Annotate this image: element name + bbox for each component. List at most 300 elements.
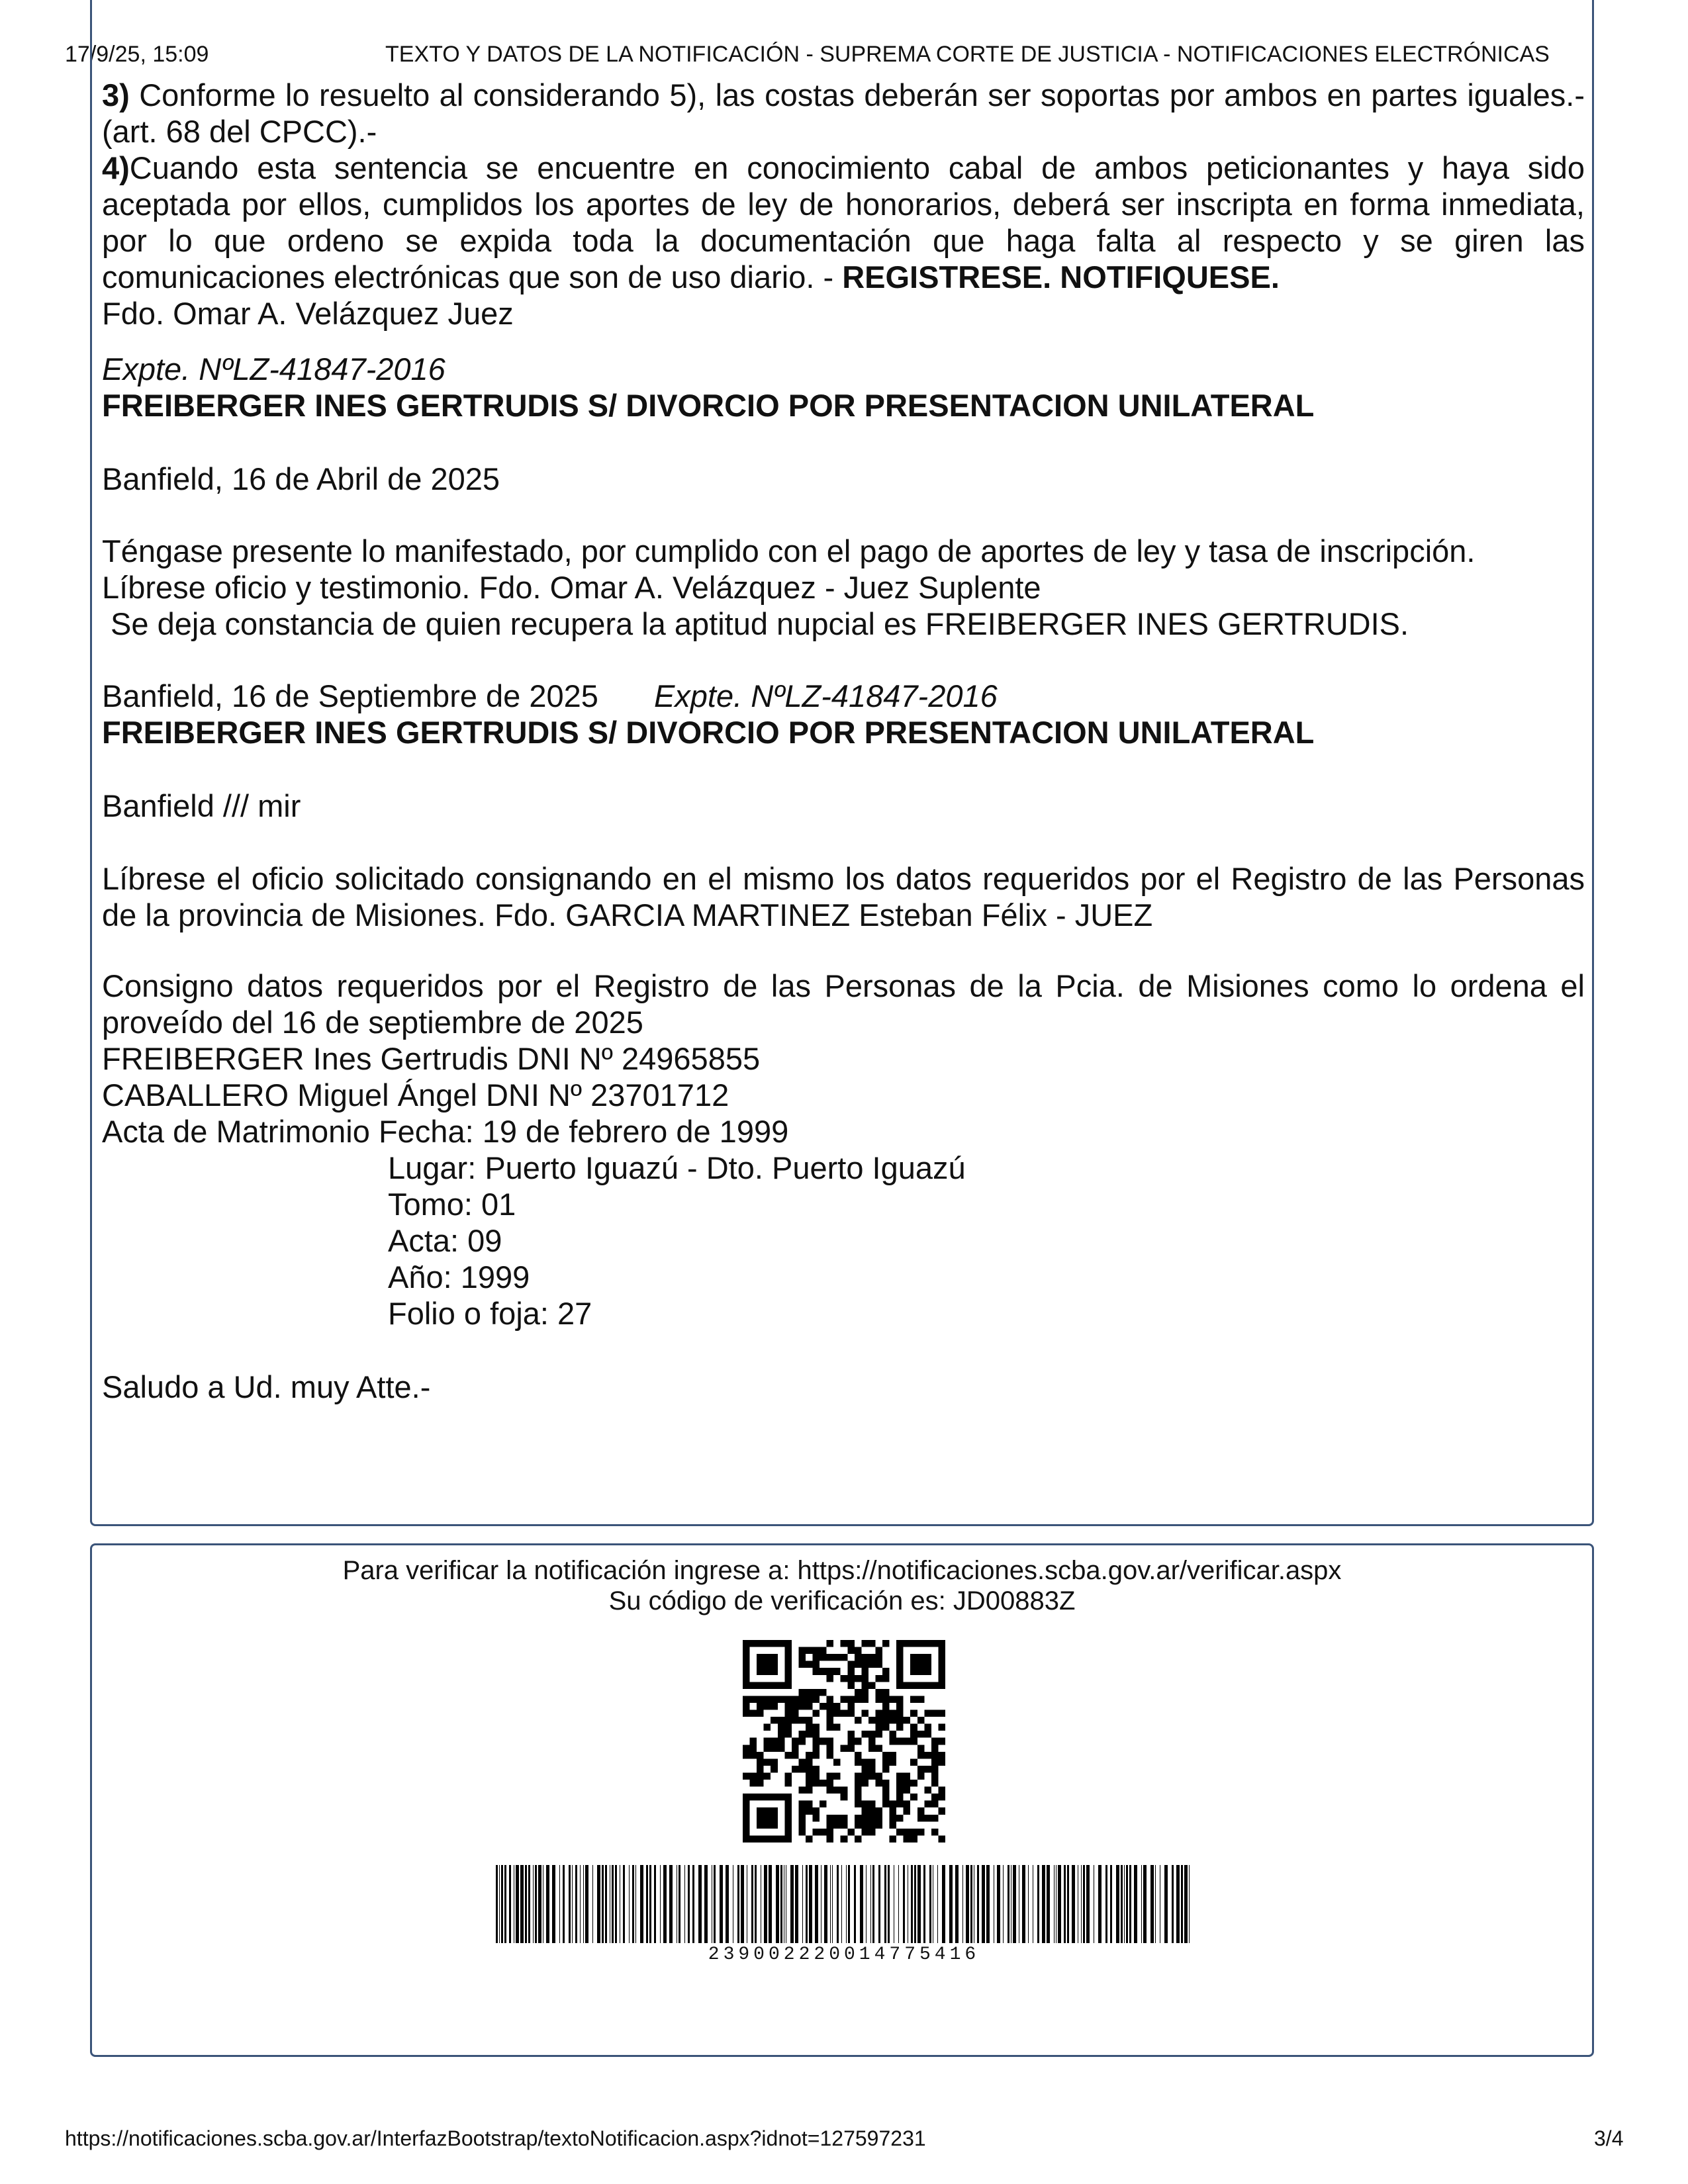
verification-text: [90, 1555, 1594, 1616]
qr-module: [917, 1682, 925, 1689]
qr-module: [827, 1772, 834, 1780]
qr-module: [924, 1787, 931, 1794]
qr-module: [750, 1682, 757, 1689]
barcode-bar: [559, 1865, 560, 1943]
qr-module: [904, 1772, 911, 1780]
qr-module: [750, 1745, 757, 1752]
qr-module: [855, 1794, 862, 1801]
qr-module: [910, 1758, 917, 1766]
qr-module: [750, 1835, 757, 1843]
barcode-bar: [832, 1865, 833, 1943]
barcode-bar: [1013, 1865, 1016, 1943]
barcode-bar: [615, 1865, 617, 1943]
qr-module: [841, 1640, 848, 1647]
qr-module: [847, 1710, 855, 1717]
barcode-bar: [824, 1865, 827, 1943]
qr-module: [764, 1807, 771, 1815]
barcode-bar: [1172, 1865, 1174, 1943]
barcode-bar: [1105, 1865, 1107, 1943]
signature-1: Fdo. Omar A. Velázquez Juez: [102, 296, 514, 331]
qr-module: [896, 1654, 904, 1661]
paragraph-4-order: REGISTRESE. NOTIFIQUESE.: [842, 259, 1280, 295]
qr-module: [924, 1801, 931, 1808]
qr-module: [771, 1766, 778, 1773]
barcode-bar: [640, 1865, 643, 1943]
qr-module: [820, 1801, 827, 1808]
qr-module: [743, 1829, 750, 1836]
barcode-bar: [860, 1865, 863, 1943]
qr-module: [931, 1710, 939, 1717]
barcode-bar: [1126, 1865, 1128, 1943]
qr-module: [896, 1829, 904, 1836]
qr-module: [841, 1745, 848, 1752]
qr-module: [861, 1696, 868, 1703]
qr-module: [924, 1710, 931, 1717]
qr-module: [875, 1696, 882, 1703]
qr-module: [938, 1758, 945, 1766]
qr-module: [841, 1821, 848, 1829]
qr-module: [875, 1772, 882, 1780]
closing-greeting: Saludo a Ud. muy Atte.-: [102, 1369, 431, 1404]
qr-module: [890, 1815, 897, 1822]
qr-module: [868, 1682, 876, 1689]
qr-module: [757, 1815, 764, 1822]
qr-module: [750, 1752, 757, 1759]
barcode-bar: [1110, 1865, 1112, 1943]
qr-module: [827, 1829, 834, 1836]
qr-module: [743, 1675, 750, 1682]
qr-module: [771, 1654, 778, 1661]
qr-module: [784, 1696, 792, 1703]
barcode-bar: [704, 1865, 708, 1943]
qr-module: [855, 1787, 862, 1794]
qr-module: [798, 1647, 806, 1655]
qr-module: [778, 1724, 785, 1731]
qr-module: [924, 1668, 931, 1675]
barcode-bar: [977, 1865, 979, 1943]
barcode-bar: [528, 1865, 530, 1943]
qr-module: [743, 1815, 750, 1822]
qr-module: [757, 1821, 764, 1829]
qr-module: [938, 1675, 945, 1682]
qr-module: [868, 1801, 876, 1808]
qr-module: [917, 1696, 925, 1703]
qr-module: [868, 1731, 876, 1738]
qr-module: [855, 1772, 862, 1780]
banfield-mir-block: [102, 788, 1585, 824]
resolution-1-line-3: Se deja constancia de quien recupera la aptitud nupcial es FREIBERGER INES GERTRUDIS.: [102, 606, 1409, 641]
qr-module: [820, 1689, 827, 1696]
qr-module: [813, 1724, 820, 1731]
qr-module: [764, 1661, 771, 1668]
print-datetime: 17/9/25, 15:09: [65, 42, 209, 67]
qr-module: [931, 1738, 939, 1745]
qr-module: [938, 1710, 945, 1717]
qr-module: [764, 1815, 771, 1822]
qr-module: [882, 1640, 890, 1647]
barcode-bar: [688, 1865, 690, 1943]
qr-module: [868, 1640, 876, 1647]
barcode-bar: [714, 1865, 716, 1943]
qr-module: [882, 1717, 890, 1724]
qr-module: [798, 1731, 806, 1738]
qr-module: [764, 1758, 771, 1766]
qr-module: [806, 1647, 813, 1655]
qr-module: [910, 1835, 917, 1843]
qr-module: [882, 1758, 890, 1766]
qr-module: [813, 1752, 820, 1759]
qr-module: [847, 1703, 855, 1710]
qr-module: [792, 1703, 799, 1710]
qr-module: [743, 1654, 750, 1661]
qr-module: [882, 1668, 890, 1675]
qr-module: [868, 1661, 876, 1668]
qr-module: [827, 1738, 834, 1745]
qr-module: [931, 1794, 939, 1801]
qr-module: [771, 1668, 778, 1675]
qr-module: [757, 1835, 764, 1843]
qr-module: [757, 1766, 764, 1773]
barcode-bar: [737, 1865, 739, 1943]
qr-module: [827, 1745, 834, 1752]
qr-module: [841, 1794, 848, 1801]
qr-module: [784, 1835, 792, 1843]
barcode-bar: [726, 1865, 729, 1943]
barcode-bar: [504, 1865, 506, 1943]
qr-module: [806, 1780, 813, 1787]
barcode-bar: [914, 1865, 916, 1943]
qr-module: [890, 1835, 897, 1843]
qr-module: [841, 1696, 848, 1703]
qr-module: [750, 1710, 757, 1717]
barcode-bar: [501, 1865, 503, 1943]
qr-module: [896, 1815, 904, 1822]
qr-module: [847, 1731, 855, 1738]
qr-module: [778, 1682, 785, 1689]
qr-module: [784, 1640, 792, 1647]
barcode-bar: [535, 1865, 537, 1943]
qr-module: [757, 1807, 764, 1815]
qr-module: [827, 1640, 834, 1647]
qr-module: [764, 1724, 771, 1731]
qr-module: [896, 1738, 904, 1745]
qr-module: [806, 1731, 813, 1738]
qr-module: [896, 1801, 904, 1808]
qr-module: [875, 1724, 882, 1731]
barcode-bar: [1150, 1865, 1154, 1943]
qr-module: [827, 1696, 834, 1703]
barcode-bar: [635, 1865, 636, 1943]
qr-module: [910, 1829, 917, 1836]
qr-module: [861, 1766, 868, 1773]
qr-module: [855, 1801, 862, 1808]
qr-module: [798, 1815, 806, 1822]
qr-module: [896, 1780, 904, 1787]
qr-module: [875, 1654, 882, 1661]
qr-module: [771, 1696, 778, 1703]
marriage-volume: Tomo: 01: [388, 1187, 516, 1222]
qr-module: [806, 1689, 813, 1696]
barcode-bar: [1072, 1865, 1075, 1943]
qr-module: [875, 1821, 882, 1829]
qr-module: [875, 1710, 882, 1717]
case-block-2: [102, 678, 1585, 751]
qr-module: [778, 1835, 785, 1843]
qr-module: [784, 1780, 792, 1787]
qr-module: [764, 1821, 771, 1829]
barcode-bar: [1054, 1865, 1055, 1943]
resolution-1-line-2: Líbrese oficio y testimonio. Fdo. Omar A. Velázquez - Juez Suplente: [102, 570, 1041, 605]
qr-module: [784, 1668, 792, 1675]
qr-module: [757, 1772, 764, 1780]
qr-module: [924, 1724, 931, 1731]
qr-module: [798, 1787, 806, 1794]
qr-module: [910, 1794, 917, 1801]
qr-module: [827, 1724, 834, 1731]
qr-module: [861, 1807, 868, 1815]
qr-module: [904, 1835, 911, 1843]
qr-module: [833, 1724, 841, 1731]
barcode-bar: [837, 1865, 839, 1943]
qr-module: [861, 1654, 868, 1661]
qr-module: [855, 1752, 862, 1759]
qr-module: [896, 1772, 904, 1780]
barcode-bar: [1028, 1865, 1029, 1943]
qr-module: [861, 1668, 868, 1675]
qr-module: [904, 1801, 911, 1808]
qr-module: [910, 1654, 917, 1661]
qr-module: [890, 1738, 897, 1745]
qr-module: [778, 1745, 785, 1752]
qr-module: [757, 1640, 764, 1647]
qr-module: [743, 1668, 750, 1675]
qr-module: [750, 1780, 757, 1787]
qr-module: [764, 1794, 771, 1801]
case-caption-2: FREIBERGER INES GERTRUDIS S/ DIVORCIO POR PRESENTACION UNILATERAL: [102, 715, 1315, 750]
qr-module: [778, 1696, 785, 1703]
qr-module: [917, 1668, 925, 1675]
qr-module: [813, 1772, 820, 1780]
qr-module: [784, 1829, 792, 1836]
qr-module: [868, 1738, 876, 1745]
qr-module: [750, 1738, 757, 1745]
barcode-bar: [1022, 1865, 1025, 1943]
barcode-bar: [795, 1865, 798, 1943]
qr-module: [784, 1717, 792, 1724]
qr-module: [910, 1731, 917, 1738]
qr-module: [813, 1689, 820, 1696]
barcode-bar: [632, 1865, 634, 1943]
marriage-folio: Folio o foja: 27: [388, 1296, 592, 1331]
qr-module: [882, 1787, 890, 1794]
qr-module: [938, 1738, 945, 1745]
qr-module: [784, 1682, 792, 1689]
marriage-place: Lugar: Puerto Iguazú - Dto. Puerto Iguazú: [388, 1150, 966, 1185]
qr-module: [820, 1738, 827, 1745]
qr-module: [820, 1780, 827, 1787]
qr-module: [896, 1640, 904, 1647]
barcode-bar: [888, 1865, 890, 1943]
qr-module: [784, 1731, 792, 1738]
barcode-bar: [1155, 1865, 1156, 1943]
qr-module: [931, 1801, 939, 1808]
barcode-bar: [802, 1865, 803, 1943]
qr-module: [764, 1682, 771, 1689]
qr-module: [931, 1780, 939, 1787]
qr-module: [743, 1807, 750, 1815]
barcode-bar: [830, 1865, 831, 1943]
qr-module: [771, 1821, 778, 1829]
qr-module: [938, 1752, 945, 1759]
qr-module: [938, 1640, 945, 1647]
qr-module: [778, 1738, 785, 1745]
barcode-bar: [592, 1865, 593, 1943]
qr-module: [847, 1640, 855, 1647]
barcode-bar: [1143, 1865, 1147, 1943]
qr-module: [917, 1717, 925, 1724]
qr-module: [847, 1745, 855, 1752]
qr-module: [806, 1766, 813, 1773]
qr-module: [827, 1668, 834, 1675]
barcode-bar: [741, 1865, 744, 1943]
barcode-bar: [1129, 1865, 1131, 1943]
barcode-bar: [1058, 1865, 1061, 1943]
qr-module: [764, 1738, 771, 1745]
barcode-bar: [1141, 1865, 1142, 1943]
qr-module: [896, 1661, 904, 1668]
qr-module: [798, 1717, 806, 1724]
qr-module: [757, 1780, 764, 1787]
qr-module: [861, 1682, 868, 1689]
qr-module: [833, 1758, 841, 1766]
qr-module: [827, 1821, 834, 1829]
qr-module: [833, 1815, 841, 1822]
qr-module: [784, 1815, 792, 1822]
qr-module: [868, 1745, 876, 1752]
barcode-bar: [854, 1865, 856, 1943]
barcode-bar: [698, 1865, 702, 1943]
qr-module: [896, 1675, 904, 1682]
qr-module: [743, 1794, 750, 1801]
qr-module: [896, 1647, 904, 1655]
qr-module: [798, 1689, 806, 1696]
qr-module: [917, 1829, 925, 1836]
barcode-bar: [585, 1865, 588, 1943]
qr-module: [875, 1807, 882, 1815]
barcode-bar: [878, 1865, 880, 1943]
qr-module: [743, 1647, 750, 1655]
barcode-bar: [525, 1865, 527, 1943]
barcode-number: 239002220014775416: [708, 1944, 980, 1965]
barcode-bar: [509, 1865, 511, 1943]
barcode-bar: [1184, 1865, 1188, 1943]
qr-module: [792, 1710, 799, 1717]
barcode-bar: [809, 1865, 812, 1943]
qr-module: [750, 1640, 757, 1647]
qr-module: [868, 1829, 876, 1836]
qr-module: [910, 1710, 917, 1717]
verification-url-line: Para verificar la notificación ingrese a: https://notificaciones.scba.gov.ar/verificar.aspx: [342, 1556, 1342, 1585]
qr-module: [757, 1654, 764, 1661]
qr-module: [861, 1675, 868, 1682]
qr-module: [798, 1738, 806, 1745]
qr-module: [813, 1710, 820, 1717]
qr-module: [896, 1794, 904, 1801]
barcode-bar: [923, 1865, 925, 1943]
qr-module: [917, 1661, 925, 1668]
qr-module: [806, 1717, 813, 1724]
qr-module: [764, 1654, 771, 1661]
qr-module: [813, 1696, 820, 1703]
barcode-bar: [1121, 1865, 1123, 1943]
qr-module: [827, 1780, 834, 1787]
qr-module: [868, 1807, 876, 1815]
barcode-bar: [1086, 1865, 1090, 1943]
barcode-bar: [815, 1865, 818, 1943]
qr-module: [924, 1752, 931, 1759]
qr-module: [771, 1807, 778, 1815]
barcode-bar: [684, 1865, 685, 1943]
qr-module: [806, 1835, 813, 1843]
qr-module: [771, 1794, 778, 1801]
qr-module: [896, 1703, 904, 1710]
qr-module: [784, 1821, 792, 1829]
qr-module: [861, 1661, 868, 1668]
qr-module: [882, 1794, 890, 1801]
barcode-bar: [552, 1865, 555, 1943]
qr-module: [827, 1703, 834, 1710]
paragraph-3-text: Conforme lo resuelto al considerando 5), las costas deberán ser soportas por ambos en partes iguales.- (art. 68 del CPCC).-: [102, 77, 1585, 149]
barcode-bar: [572, 1865, 573, 1943]
qr-module: [798, 1766, 806, 1773]
barcode-bar: [538, 1865, 541, 1943]
qr-module: [910, 1668, 917, 1675]
barcode-bar: [669, 1865, 673, 1943]
qr-module: [784, 1794, 792, 1801]
qr-module: [890, 1807, 897, 1815]
qr-module: [784, 1807, 792, 1815]
qr-module: [924, 1815, 931, 1822]
qr-module: [931, 1766, 939, 1773]
qr-module: [855, 1738, 862, 1745]
qr-module: [813, 1780, 820, 1787]
qr-module: [868, 1758, 876, 1766]
barcode-bar: [563, 1865, 565, 1943]
barcode-bar: [602, 1865, 604, 1943]
barcode-bar: [911, 1865, 913, 1943]
qr-module: [910, 1661, 917, 1668]
qr-module: [798, 1758, 806, 1766]
qr-module: [743, 1703, 750, 1710]
qr-module: [938, 1807, 945, 1815]
qr-module: [875, 1815, 882, 1822]
barcode-bar: [982, 1865, 985, 1943]
date-line-2: Banfield, 16 de Septiembre de 2025: [102, 678, 598, 713]
qr-module: [855, 1661, 862, 1668]
qr-module: [896, 1717, 904, 1724]
qr-module: [813, 1829, 820, 1836]
qr-module: [820, 1668, 827, 1675]
qr-module: [792, 1745, 799, 1752]
qr-module: [875, 1647, 882, 1655]
qr-module: [896, 1682, 904, 1689]
qr-module: [764, 1703, 771, 1710]
qr-module: [798, 1703, 806, 1710]
barcode-bar: [970, 1865, 972, 1943]
consigno-paragraph: Consigno datos requeridos por el Registro de las Personas de la Pcia. de Misiones como lo ordena el proveído del 16 de septiembre de 2025: [102, 968, 1585, 1040]
barcode-bar: [848, 1865, 850, 1943]
qr-module: [771, 1815, 778, 1822]
